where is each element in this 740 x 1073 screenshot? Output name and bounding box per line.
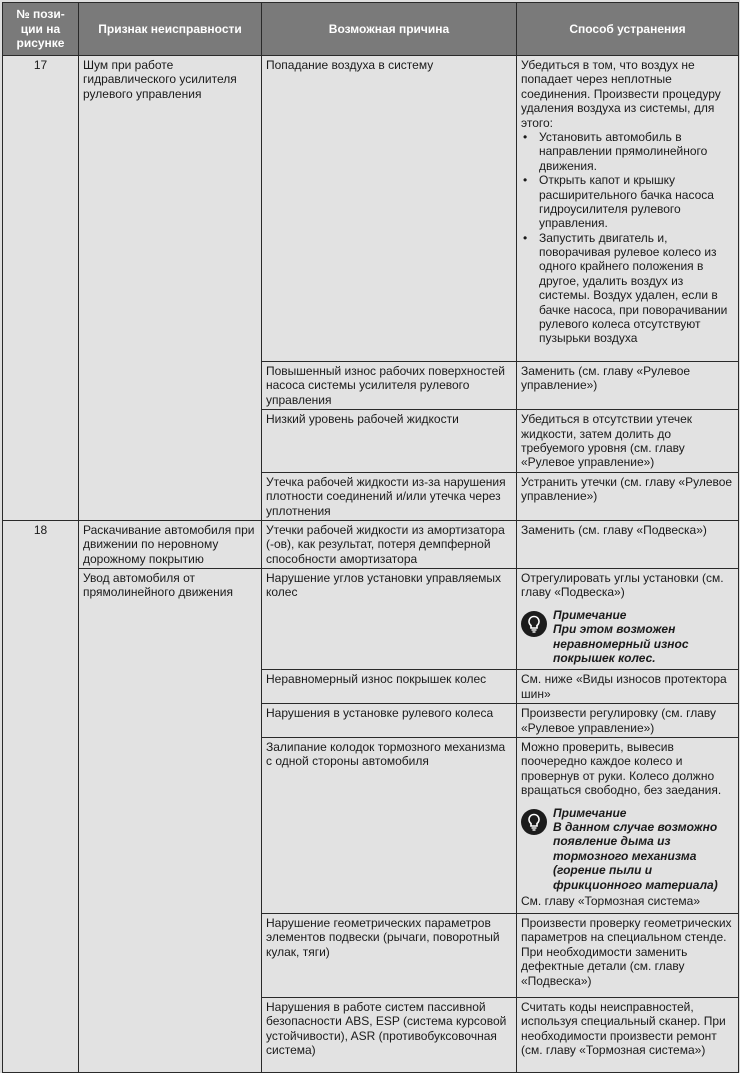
- cause-cell: Утечки рабочей жидкости из амортизатора (-ов), как результат, потеря демпферной способности амортизатора: [262, 520, 517, 568]
- cause-cell: Нарушения в установке рулевого колеса: [262, 704, 517, 738]
- note-content: [553, 608, 734, 666]
- note-title: Примечание: [553, 607, 627, 622]
- remedy-reference: См. главу «Тормозная система»: [521, 893, 700, 908]
- cause-cell: Повышенный износ рабочих поверхностей насоса системы усилителя рулевого управления: [262, 362, 517, 410]
- symptom-cell: Раскачивание автомобиля при движении по неровному дорожному покрытию: [79, 520, 262, 568]
- cause-cell: Нарушение геометрических параметров элементов подвески (рычаги, поворотный кулак, тяги): [262, 913, 517, 997]
- position-cell: 17: [3, 56, 79, 521]
- cause-cell: Неравномерный износ покрышек колес: [262, 670, 517, 704]
- header-symptom: Признак неисправности: [79, 3, 262, 56]
- remedy-text: Можно проверить, вывесив поочередно каждое колесо и провернув от руки. Колесо должно вращаться свободно, без заедания.: [521, 739, 722, 798]
- table-row: [3, 520, 739, 568]
- remedy-cell: [517, 56, 739, 362]
- remedy-cell: Заменить (см. главу «Подвеска»): [517, 520, 739, 568]
- remedy-text: Убедиться в том, что воздух не попадает через неплотные соединения. Произвести процедуру удаления воздуха из системы, для этого:: [521, 58, 721, 130]
- symptom-cell: Увод автомобиля от прямолинейного движения: [79, 569, 262, 1073]
- note-title: Примечание: [553, 805, 627, 820]
- symptom-cell: Шум при работе гидравлического усилителя рулевого управления: [79, 56, 262, 521]
- header-position: № пози-ции на рисунке: [3, 3, 79, 56]
- remedy-cell: [517, 569, 739, 670]
- remedy-cell: [517, 737, 739, 913]
- remedy-bullet: • Запустить двигатель и, поворачивая рулевое колесо из одного крайнего положения в другое, удалить воздух из системы. Воздух удален, если в бачке насоса, при поворачивании рулевого колеса отсутствуют пузырьки воздуха: [521, 231, 734, 346]
- note-body: В данном случае возможно появление дыма из тормозного механизма (горение пыли и фрикционного материала): [553, 819, 718, 892]
- header-cause: Возможная причина: [262, 3, 517, 56]
- remedy-cell: См. ниже «Виды износов протектора шин»: [517, 670, 739, 704]
- cause-cell: Залипание колодок тормозного механизма с одной стороны автомобиля: [262, 737, 517, 913]
- cause-cell: Нарушение углов установки управляемых колес: [262, 569, 517, 670]
- remedy-bullet: • Установить автомобиль в направлении прямолинейного движения.: [521, 130, 734, 173]
- table-row: [3, 569, 739, 670]
- remedy-cell: Считать коды неисправностей, используя специальный сканер. При необходимости произвести ремонт (см. главу «Тормозная система»): [517, 997, 739, 1072]
- remedy-cell: Произвести проверку геометрических параметров на специальном стенде. При необходимости заменить дефектные детали (см. главу «Подвеска»): [517, 913, 739, 997]
- remedy-cell: Устранить утечки (см. главу «Рулевое управление»): [517, 472, 739, 520]
- lightbulb-icon: [521, 809, 547, 835]
- cause-cell: Низкий уровень рабочей жидкости: [262, 410, 517, 473]
- remedy-bullet: • Открыть капот и крышку расширительного бачка насоса гидроусилителя рулевого управления.: [521, 173, 734, 231]
- position-cell: 18: [3, 520, 79, 1072]
- table-row: [3, 56, 739, 362]
- remedy-cell: Заменить (см. главу «Рулевое управление»): [517, 362, 739, 410]
- table-header-row: [3, 3, 739, 56]
- remedy-cell: Убедиться в отсутствии утечек жидкости, затем долить до требуемого уровня (см. главу «Рулевое управление»): [517, 410, 739, 473]
- note-box: [521, 608, 734, 666]
- cause-cell: Попадание воздуха в систему: [262, 56, 517, 362]
- note-box: [521, 806, 734, 892]
- cause-cell: Нарушения в работе систем пассивной безопасности ABS, ESP (система курсовой устойчивости), ASR (противобуксовочная система): [262, 997, 517, 1072]
- header-remedy: Способ устранения: [517, 3, 739, 56]
- cause-cell: Утечка рабочей жидкости из-за нарушения плотности соединений и/или утечка через уплотнения: [262, 472, 517, 520]
- remedy-cell: Произвести регулировку (см. главу «Рулевое управление»): [517, 704, 739, 738]
- note-content: [553, 806, 734, 892]
- note-body: При этом возможен неравномерный износ покрышек колес.: [553, 622, 689, 666]
- fault-table: [2, 2, 739, 1073]
- lightbulb-icon: [521, 611, 547, 637]
- remedy-text: Отрегулировать углы установки (см. главу «Подвеска»): [521, 571, 724, 600]
